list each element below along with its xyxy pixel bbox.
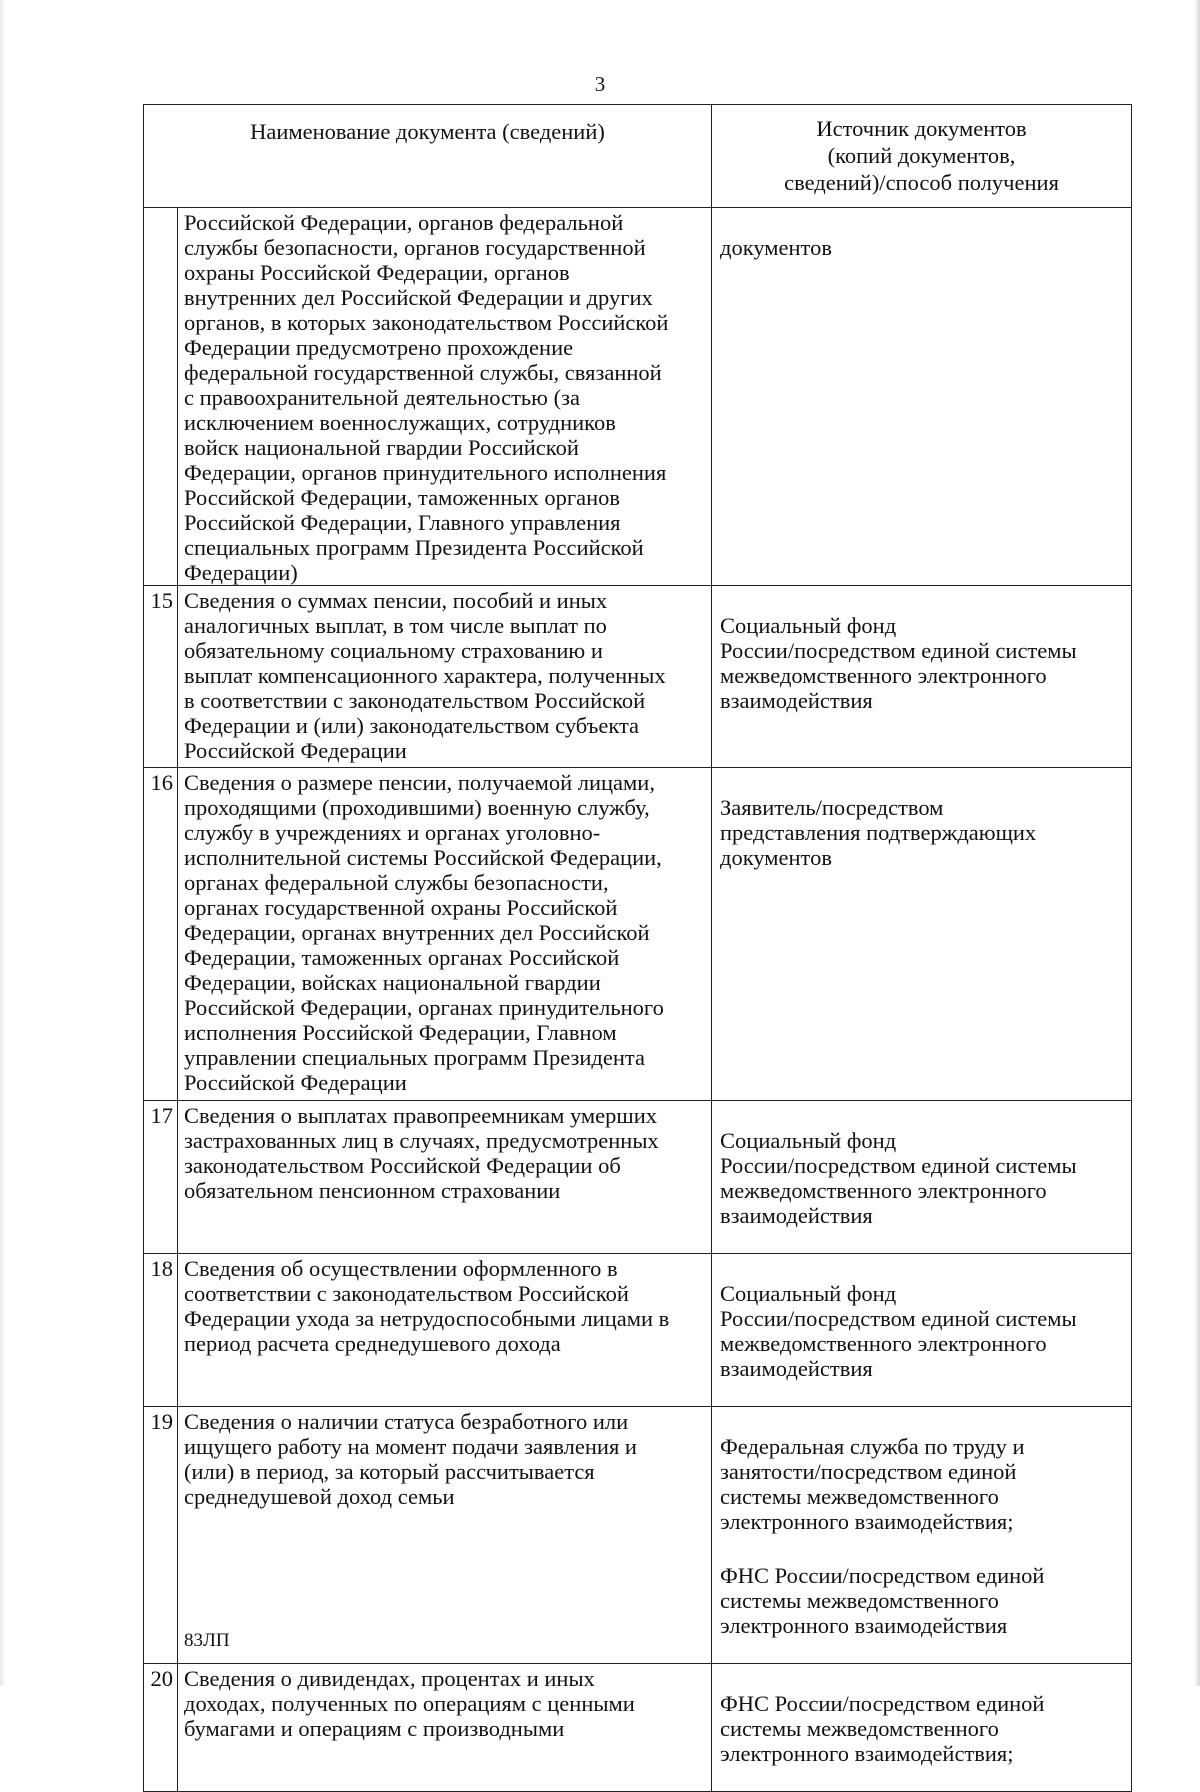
table-row (144, 1664, 1132, 1792)
row-document-name: Сведения об осуществлении оформленного в соответствии с законодательством Российской Федерации ухода за нетрудоспособными лицами в период расчета среднедушевого дохода (178, 1254, 712, 1407)
source-paragraph: документов (720, 235, 832, 260)
row-number: 17 (144, 1101, 178, 1254)
source-paragraph: Заявитель/посредством представления подтверждающих документов (720, 795, 1037, 870)
row-number: 15 (144, 586, 178, 768)
table-row (144, 1254, 1132, 1407)
row-number: 20 (144, 1664, 178, 1792)
documents-table (143, 104, 1132, 1792)
row-document-name: Сведения о суммах пенсии, пособий и иных аналогичных выплат, в том числе выплат по обязательному социальному страхованию и выплат компенсационного характера, полученных в соответствии с законодательством Российской Федерации и (или) законодательством субъекта Российской Федерации (178, 586, 712, 768)
table-header-row (144, 105, 1132, 208)
page-number: 3 (594, 72, 606, 96)
source-paragraph: Социальный фонд России/посредством единой системы межведомственного электронного взаимодействия (720, 613, 1077, 713)
source-paragraph: Социальный фонд России/посредством единой системы межведомственного электронного взаимодействия (720, 1128, 1077, 1228)
row-document-source (712, 1254, 1132, 1407)
row-document-name: Сведения о размере пенсии, получаемой лицами, проходящими (проходившими) военную службу, службу в учреждениях и органах уголовно- исполнительной системы Российской Федерации, органах федеральной службы безопасности, органах государственной охраны Российской Федерации, органах внутренних дел Российской Федерации, таможенных органах Российской Федерации, войсках национальной гвардии Российской Федерации, органах принудительного исполнения Российской Федерации, Главном управлении специальных программ Президента Российской Федерации (178, 768, 712, 1101)
source-paragraph: ФНС России/посредством единой системы межведомственного электронного взаимодействия (720, 1563, 1045, 1638)
table-row (144, 586, 1132, 768)
source-paragraph: Социальный фонд России/посредством единой системы межведомственного электронного взаимодействия (720, 1281, 1077, 1381)
source-paragraph: ФНС России/посредством единой системы межведомственного электронного взаимодействия; (720, 1691, 1045, 1766)
row-document-source (712, 586, 1132, 768)
header-document-source: Источник документов (копий документов, сведений)/способ получения (712, 105, 1132, 208)
row-number (144, 208, 178, 586)
row-document-source (712, 1664, 1132, 1792)
header-document-name: Наименование документа (сведений) (144, 105, 712, 208)
source-paragraph: Федеральная служба по труду и занятости/посредством единой системы межведомственного электронного взаимодействия; (720, 1434, 1025, 1534)
scan-right-edge (1194, 0, 1200, 1686)
scan-left-edge (0, 0, 6, 1686)
row-document-source (712, 208, 1132, 586)
table-row (144, 208, 1132, 586)
row-document-source (712, 1407, 1132, 1664)
row-number: 18 (144, 1254, 178, 1407)
row-number: 16 (144, 768, 178, 1101)
row-document-source (712, 1101, 1132, 1254)
row-document-source (712, 768, 1132, 1101)
row-document-name: Сведения о выплатах правопреемникам умерших застрахованных лиц в случаях, предусмотренных законодательством Российской Федерации об обязательном пенсионном страховании (178, 1101, 712, 1254)
row-document-name: Российской Федерации, органов федеральной службы безопасности, органов государственной охраны Российской Федерации, органов внутренних дел Российской Федерации и других органов, в которых законодательством Российской Федерации предусмотрено прохождение федеральной государственной службы, связанной с правоохранительной деятельностью (за исключением военнослужащих, сотрудников войск национальной гвардии Российской Федерации, органов принудительного исполнения Российской Федерации, таможенных органов Российской Федерации, Главного управления специальных программ Президента Российской Федерации) (178, 208, 712, 586)
row-document-name: Сведения о дивидендах, процентах и иных доходах, полученных по операциям с ценными бумагами и операциям с производными (178, 1664, 712, 1792)
table-row (144, 1101, 1132, 1254)
table-row (144, 1407, 1132, 1664)
row-document-name: Сведения о наличии статуса безработного или ищущего работу на момент подачи заявления и (или) в период, за который рассчитывается среднедушевой доход семьи (178, 1407, 712, 1664)
row-number: 19 (144, 1407, 178, 1664)
table-row (144, 768, 1132, 1101)
footer-code: 83ЛП (184, 1630, 230, 1651)
